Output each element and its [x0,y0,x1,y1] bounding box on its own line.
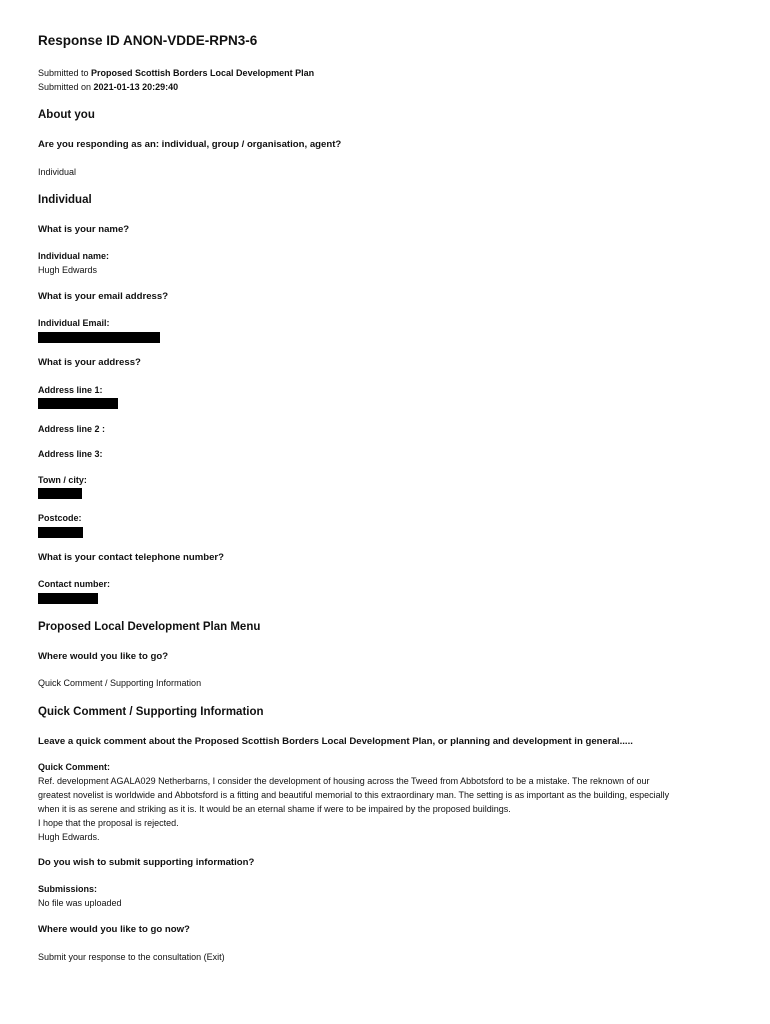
menu-question: Where would you like to go? [38,651,169,662]
quick-comment-text [38,774,728,844]
next-answer: Submit your response to the consultation (Exit) [38,952,225,962]
quick-comment-label: Quick Comment: [38,762,111,772]
town-redaction [38,488,82,499]
individual-heading: Individual [38,194,92,206]
town-label: Town / city: [38,475,87,485]
supporting-question: Do you wish to submit supporting information? [38,857,255,868]
comment-line: when it is as serene and striking as it is. It would be an eternal shame if were to be impaired by the proposed buildings. [38,804,511,814]
name-label: Individual name: [38,251,110,261]
submitted-on-prefix: Submitted on [38,82,94,92]
submitted-to-value: Proposed Scottish Borders Local Development Plan [91,68,315,78]
name-value: Hugh Edwards [38,265,98,275]
submissions-label: Submissions: [38,884,98,894]
address-line2-label: Address line 2 : [38,424,106,434]
email-redaction [38,332,160,343]
email-label: Individual Email: [38,318,110,328]
address-line1-redaction [38,398,118,409]
submitted-to-line [38,68,314,78]
email-question: What is your email address? [38,291,169,302]
menu-answer: Quick Comment / Supporting Information [38,678,202,688]
next-question: Where would you like to go now? [38,924,190,935]
respondent-type-question: Are you responding as an: individual, group / organisation, agent? [38,139,342,150]
submissions-value: No file was uploaded [38,898,122,908]
phone-label: Contact number: [38,579,110,589]
comment-line: I hope that the proposal is rejected. [38,818,179,828]
menu-heading: Proposed Local Development Plan Menu [38,621,261,633]
address-question: What is your address? [38,357,141,368]
page-title: Response ID ANON-VDDE-RPN3-6 [38,33,258,48]
quick-heading: Quick Comment / Supporting Information [38,706,264,718]
phone-redaction [38,593,98,604]
submitted-to-prefix: Submitted to [38,68,92,78]
submitted-on-value: 2021-01-13 20:29:40 [93,82,179,92]
phone-question: What is your contact telephone number? [38,552,225,563]
name-question: What is your name? [38,224,130,235]
postcode-label: Postcode: [38,513,82,523]
comment-line: Hugh Edwards. [38,832,100,842]
address-line1-label: Address line 1: [38,385,103,395]
submitted-on-line [38,82,178,92]
about-heading: About you [38,109,95,121]
postcode-redaction [38,527,83,538]
comment-line: Ref. development AGALA029 Netherbarns, I consider the development of housing across the Tweed from Abbotsford to be a mistake. The reknown of our [38,776,650,786]
comment-line: greatest novelist is worldwide and Abbotsford is a fitting and beautiful memorial to this extraordinary man. The setting is as important as the building, especially [38,790,670,800]
quick-question: Leave a quick comment about the Proposed Scottish Borders Local Development Plan, or planning and development in general..... [38,736,633,747]
address-line3-label: Address line 3: [38,449,103,459]
respondent-type-answer: Individual [38,167,77,177]
